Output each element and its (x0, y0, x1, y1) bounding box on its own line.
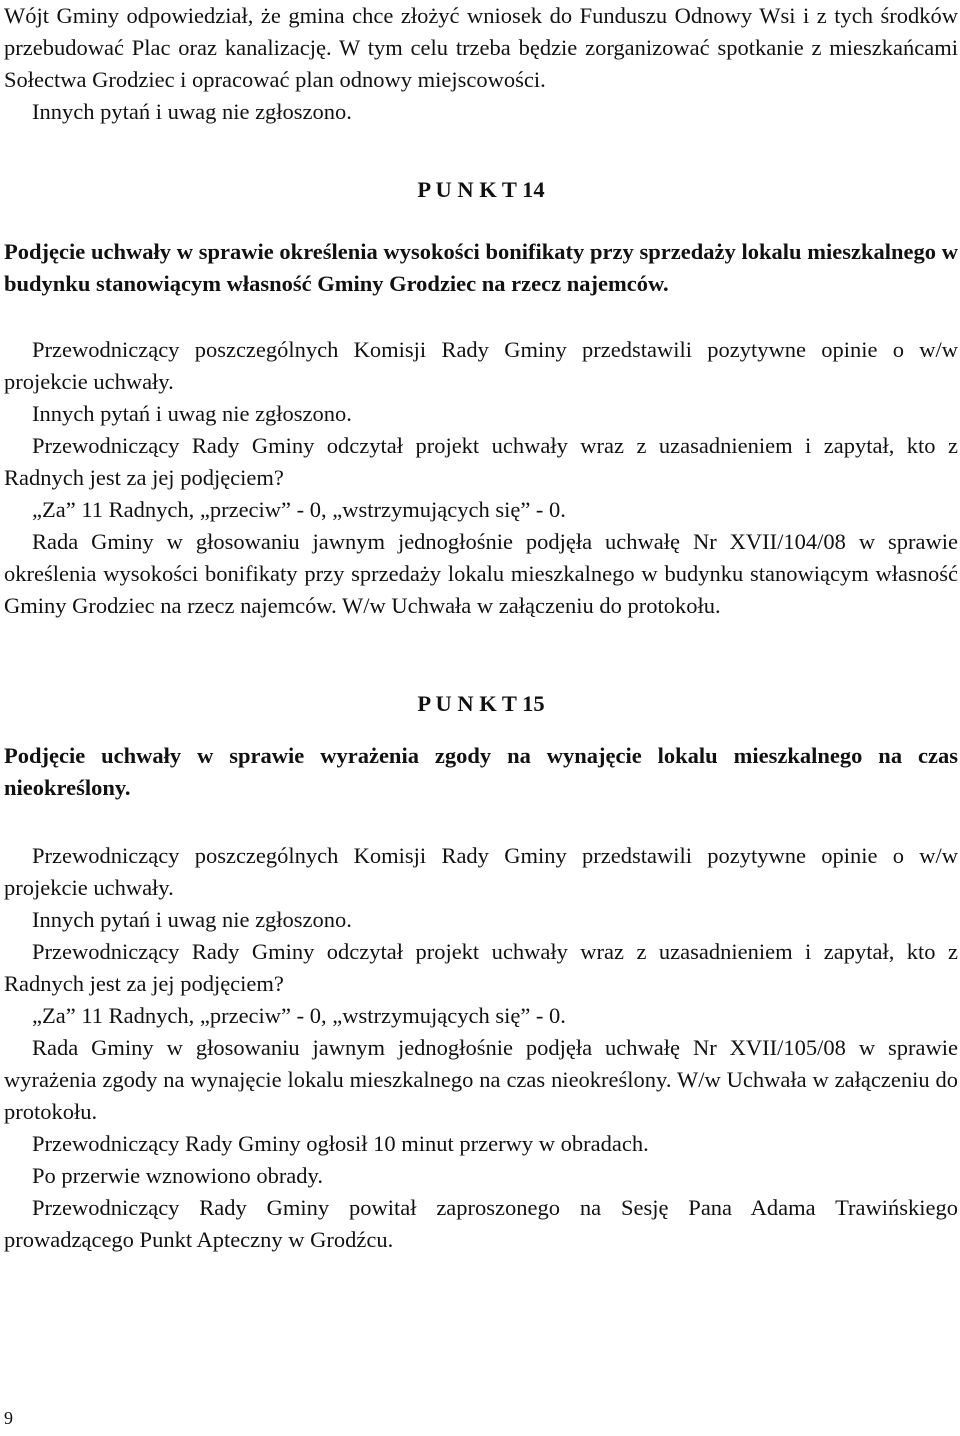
punkt-15-resumed: Po przerwie wznowiono obrady. (32, 1163, 323, 1188)
punkt-15-no-questions: Innych pytań i uwag nie zgłoszono. (32, 907, 352, 932)
punkt-14-topic: Podjęcie uchwały w sprawie określenia wysokości bonifikaty przy sprzedaży lokalu mieszkalnego w budynku stanowiącym własność Gminy Grodziec na rzecz najemców. (4, 239, 958, 296)
punkt-14-heading: P U N K T 14 (417, 177, 545, 202)
punkt-14-chair-read: Przewodniczący Rady Gminy odczytał projekt uchwały wraz z uzasadnieniem i zapytał, kto z Radnych jest za jej podjęciem? (4, 433, 958, 490)
punkt-14-vote: „Za” 11 Radnych, „przeciw” - 0, „wstrzymujących się” - 0. (32, 497, 566, 522)
punkt-14-resolution: Rada Gminy w głosowaniu jawnym jednogłośnie podjęła uchwałę Nr XVII/104/08 w sprawie określenia wysokości bonifikaty przy sprzedaży lokalu mieszkalnego w budynku stanowiącym własność Gminy Grodziec na rzecz najemców. W/w Uchwała w załączeniu do protokołu. (4, 529, 958, 618)
punkt-15-heading: P U N K T 15 (417, 691, 545, 716)
spacer (4, 128, 958, 174)
punkt-14-no-questions: Innych pytań i uwag nie zgłoszono. (32, 401, 352, 426)
intro-paragraph: Wójt Gminy odpowiedział, że gmina chce złożyć wniosek do Funduszu Odnowy Wsi i z tych środków przebudować Plac oraz kanalizację. W tym celu trzeba będzie zorganizować spotkanie z mieszkańcami Sołectwa Grodziec i opracować plan odnowy miejscowości. (4, 3, 958, 92)
punkt-15-welcome: Przewodniczący Rady Gminy powitał zaproszonego na Sesję Pana Adama Trawińskiego prowadzącego Punkt Apteczny w Grodźcu. (4, 1195, 958, 1252)
punkt-14-committees: Przewodniczący poszczególnych Komisji Rady Gminy przedstawili pozytywne opinie o w/w projekcie uchwały. (4, 337, 958, 394)
punkt-15-resolution: Rada Gminy w głosowaniu jawnym jednogłośnie podjęła uchwałę Nr XVII/105/08 w sprawie wyrażenia zgody na wynajęcie lokalu mieszkalnego na czas nieokreślony. W/w Uchwała w załączeniu do protokołu. (4, 1035, 958, 1124)
document-body (4, 0, 958, 1256)
punkt-15-chair-read: Przewodniczący Rady Gminy odczytał projekt uchwały wraz z uzasadnieniem i zapytał, kto z Radnych jest za jej podjęciem? (4, 939, 958, 996)
spacer (4, 804, 958, 840)
punkt-15-topic: Podjęcie uchwały w sprawie wyrażenia zgody na wynajęcie lokalu mieszkalnego na czas nieokreślony. (4, 743, 958, 800)
intro-no-questions: Innych pytań i uwag nie zgłoszono. (32, 99, 352, 124)
page-number: 9 (4, 1408, 13, 1428)
punkt-15-vote: „Za” 11 Radnych, „przeciw” - 0, „wstrzymujących się” - 0. (32, 1003, 566, 1028)
spacer (4, 720, 958, 740)
spacer (4, 206, 958, 236)
punkt-15-committees: Przewodniczący poszczególnych Komisji Rady Gminy przedstawili pozytywne opinie o w/w projekcie uchwały. (4, 843, 958, 900)
spacer (4, 300, 958, 334)
punkt-15-break: Przewodniczący Rady Gminy ogłosił 10 minut przerwy w obradach. (32, 1131, 649, 1156)
spacer (4, 622, 958, 688)
